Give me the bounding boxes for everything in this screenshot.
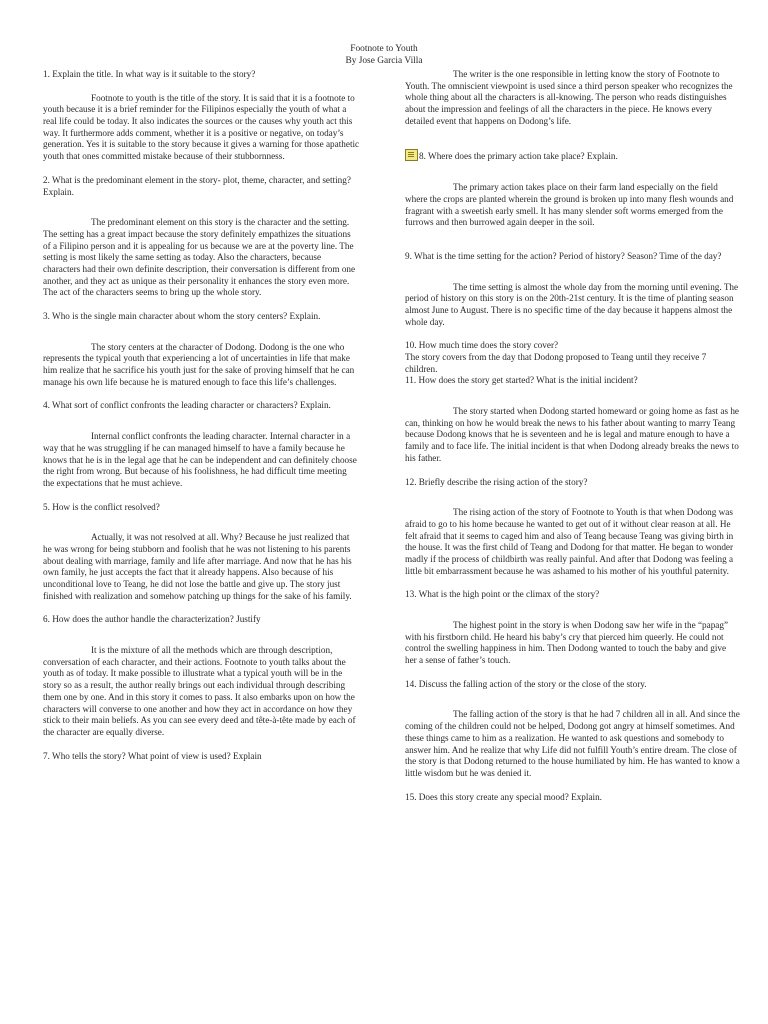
answer-9: The time setting is almost the whole day from the morning until evening. The period of history on this story is on the 20th-21st century. It is the time of planting season almost June to August. There is no specific time of the day because it happens almost the whole day. — [405, 281, 739, 327]
question-12: 12. Briefly describe the rising action of the story? — [405, 476, 588, 487]
question-9: 9. What is the time setting for the action? Period of history? Season? Time of the day? — [405, 250, 722, 261]
right-column — [405, 69, 740, 803]
answer-12: The rising action of the story of Footnote to Youth is that when Dodong was afraid to go to his home because he wanted to get out of it without clear reason at all. He felt afraid that it seems to caged him and also of Teang because Teang was giving birth in the house. It was the first child of Teang and Dodong for that matter. He began to wonder madly if the process of childbirth was really painful. And after that Dodong was feeling a little bit embarrassment because he was ashamed to his mother of his youthful paternity. — [405, 507, 734, 576]
question-8 — [405, 149, 740, 163]
question-10: 10. How much time does the story cover? — [405, 340, 559, 351]
question-13: 13. What is the high point or the climax of the story? — [405, 589, 600, 600]
answer-2: The predominant element on this story is the character and the setting. The setting has a great impact because the story definitely empathizes the situations of a Filipino person and it is appealing for us because we are at the poverty line. The setting is most likely the same setting as today. Also the characters, because characters had their own definite description, their conversation is different from one another, and they act as unique as their personality it enhances the story even more. The act of the characters seems to bring up the whole story. — [43, 217, 356, 298]
sticky-note-icon[interactable] — [405, 149, 418, 161]
answer-14: The falling action of the story is that he had 7 children all in all. And since the coming of the children could not be helped, Dodong got angry at himself sometimes. And these things came to him as a realization. He wanted to ask questions and somebody to answer him. And he realize that why Life did not fulfill Youth’s entire dream. The close of the story is that Dodong returned to the house humiliated by him. He has wanted to know a little wisdom but he was denied it. — [405, 709, 740, 778]
question-14: 14. Discuss the falling action of the story or the close of the story. — [405, 678, 647, 689]
document-byline: By Jose Garcia Villa — [345, 56, 423, 67]
answer-5: Actually, it was not resolved at all. Why? Because he just realized that he was wrong for being stubborn and foolish that he was not listening to his parents about dealing with marriage, family and life after marriage. And now that he has his own family, he just accepts the fact that it already happens. Also because of his unconditional love to Teang, he did not lose the battle and give up. The story just finished with realization and somehow patching up things for the sake of his family. — [43, 532, 352, 601]
answer-10: The story covers from the day that Dodong proposed to Teang until they receive 7 children. — [405, 352, 707, 374]
question-2: 2. What is the predominant element in the story- plot, theme, character, and setting? Explain. — [43, 174, 351, 197]
question-1: 1. Explain the title. In what way is it suitable to the story? — [43, 69, 256, 79]
question-6: 6. How does the author handle the characterization? Justify — [43, 614, 261, 625]
answer-8: The primary action takes place on their farm land especially on the field where the crops are planted wherein the ground is broken up into many flesh wounds and fragrant with a sweetish early smell. It has many slender soft worms emerged from the furrows and then burrowed again deeper in the soil. — [405, 182, 734, 228]
answer-3: The story centers at the character of Dodong. Dodong is the one who represents the typical youth that experiencing a lot of uncertainties in life that make him realize that he sacrifice his youth just for the sake of proving himself that he can manage his own life because he is matured enough to face this life’s challenges. — [43, 341, 355, 387]
question-4: 4. What sort of conflict confronts the leading character or characters? Explain. — [43, 400, 331, 411]
question-8-text: 8. Where does the primary action take place? Explain. — [419, 151, 618, 162]
document-header — [0, 43, 768, 67]
question-5: 5. How is the conflict resolved? — [43, 501, 160, 512]
answer-13: The highest point in the story is when Dodong saw her wife in the “papag” with his firstborn child. He heard his baby’s cry that pierced him queerly. He could not control the swelling happiness in him. Then Dodong wanted to touch the baby and give her a sense of father’s touch. — [405, 620, 729, 666]
question-7: 7. Who tells the story? What point of view is used? Explain — [43, 750, 262, 761]
answer-6: It is the mixture of all the methods which are through description, conversation of each character, and their actions. Footnote to youth talks about the youth as of today. It make possible to illustrate what a typical youth will be in the story so as a result, the author really brings out each individual through describing them one by one. And in this story it comes to pass. It also embarks upon on how the characters will converse to one another and how they act in accordance on how they stick to their main beliefs. As you can see every deed and tête-à-tête made by each of the character are equally diverse. — [43, 645, 356, 737]
answer-7: The writer is the one responsible in letting know the story of Footnote to Youth. The omniscient viewpoint is used since a third person speaker who recognizes the whole thing about all the characters is all-knowing. The person who reads distinguishes about the impression and feelings of all the characters in the piece. He knows every detailed event that happens on Dodong’s life. — [405, 69, 733, 126]
question-15: 15. Does this story create any special mood? Explain. — [405, 791, 602, 802]
answer-11: The story started when Dodong started homeward or going home as fast as he can, thinking on how he would break the news to his father about wanting to marry Teang because Dodong knows that he is seventeen and he is legal and mature enough to have a family and to face life. The initial incident is that when Dodong already breaks the news to his father. — [405, 406, 740, 463]
left-column — [43, 69, 360, 762]
answer-1: Footnote to youth is the title of the story. It is said that it is a footnote to youth because it is a brief reminder for the Filipinos especially the youth of what a real life could be today. It also indicates the sources or the causes why youth act this way. It furthermore adds comment, whether it is a positive or negative, on today’s generation. Yes it is suitable to the story because it gives a warning for those apathetic youth that ones committed mistake because of their stubbornness. — [43, 92, 360, 162]
question-11: 11. How does the story get started? What is the initial incident? — [405, 375, 638, 386]
answer-4: Internal conflict confronts the leading character. Internal character in a way that he was struggling if he can managed himself to have a family because he knows that he is in the legal age that he can be independent and can definitely choose the right from wrong. But because of his foolishness, he had difficult time meeting the expectations that he must achieve. — [43, 431, 357, 488]
question-3: 3. Who is the single main character about whom the story centers? Explain. — [43, 311, 321, 321]
document-title: Footnote to Youth — [350, 44, 418, 54]
